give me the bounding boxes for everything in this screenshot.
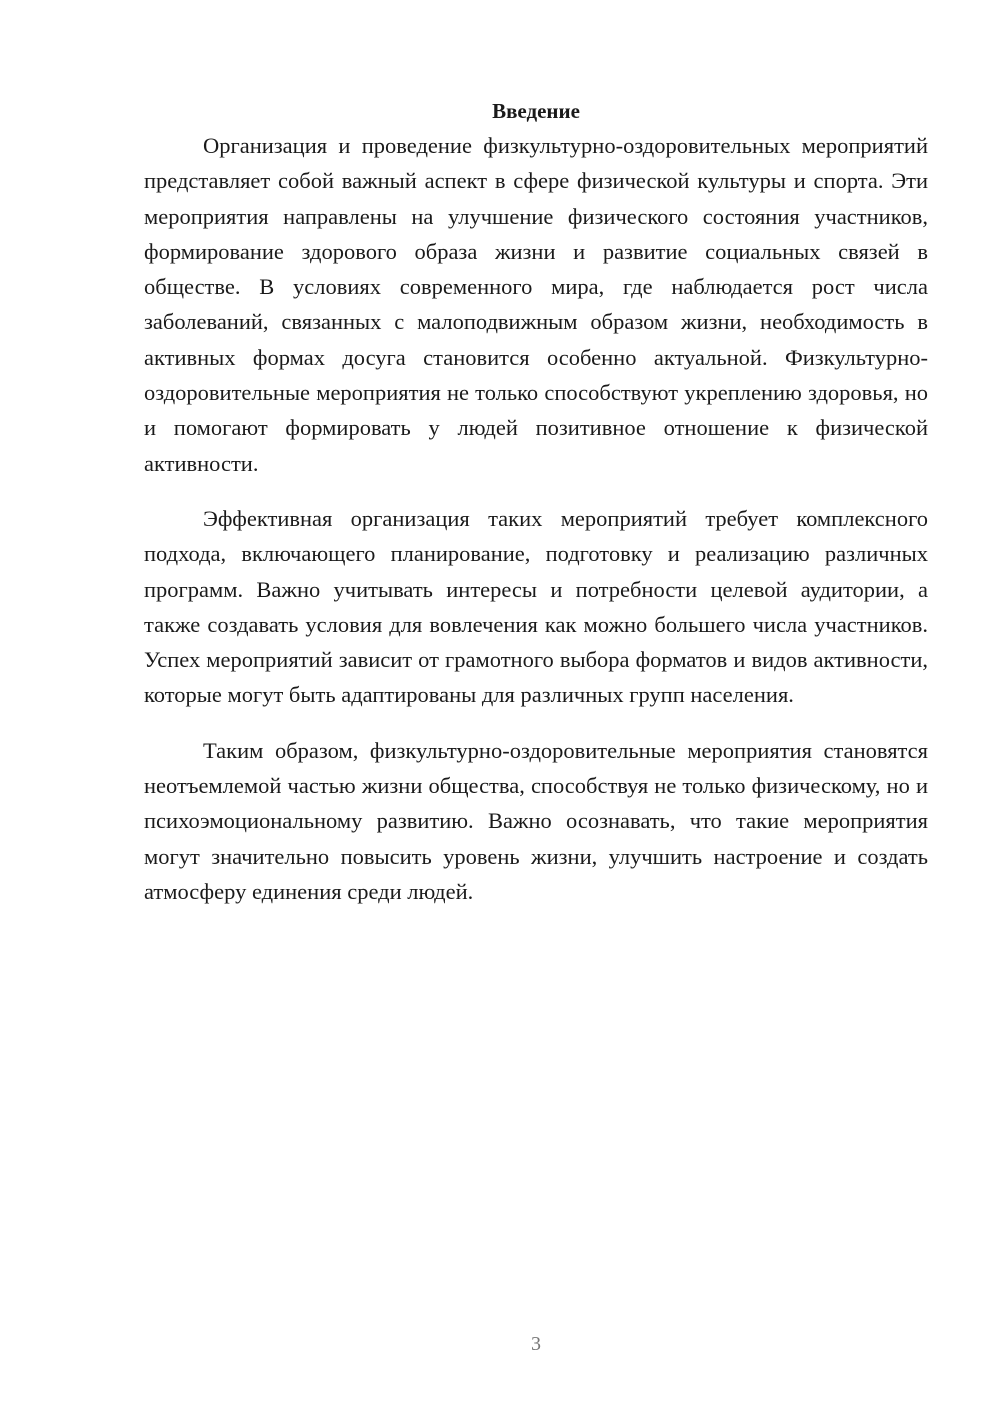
page-number: 3 [531,1333,541,1355]
page-content [144,94,928,909]
section-title: Введение [492,99,580,123]
paragraph-1: Организация и проведение физкультурно-оздоровительных мероприятий представляет собой важный аспект в сфере физической культуры и спорта. Эти мероприятия направлены на улучшение физического состояния участников, формирование здорового образа жизни и развитие социальных связей в обществе. В условиях современного мира, где наблюдается рост числа заболеваний, связанных с малоподвижным образом жизни, необходимость в активных формах досуга становится особенно актуальной. Физкультурно-оздоровительные мероприятия не только способствуют укреплению здоровья, но и помогают формировать у людей позитивное отношение к физической активности. [144,133,928,476]
paragraph-2: Эффективная организация таких мероприятий требует комплексного подхода, включающего планирование, подготовку и реализацию различных программ. Важно учитывать интересы и потребности целевой аудитории, а также создавать условия для вовлечения как можно большего числа участников. Успех мероприятий зависит от грамотного выбора форматов и видов активности, которые могут быть адаптированы для различных групп населения. [144,505,928,708]
paragraph-3: Таким образом, физкультурно-оздоровительные мероприятия становятся неотъемлемой частью жизни общества, способствуя не только физическому, но и психоэмоциональному развитию. Важно осознавать, что такие мероприятия могут значительно повысить уровень жизни, улучшить настроение и создать атмосферу единения среди людей. [144,737,928,904]
